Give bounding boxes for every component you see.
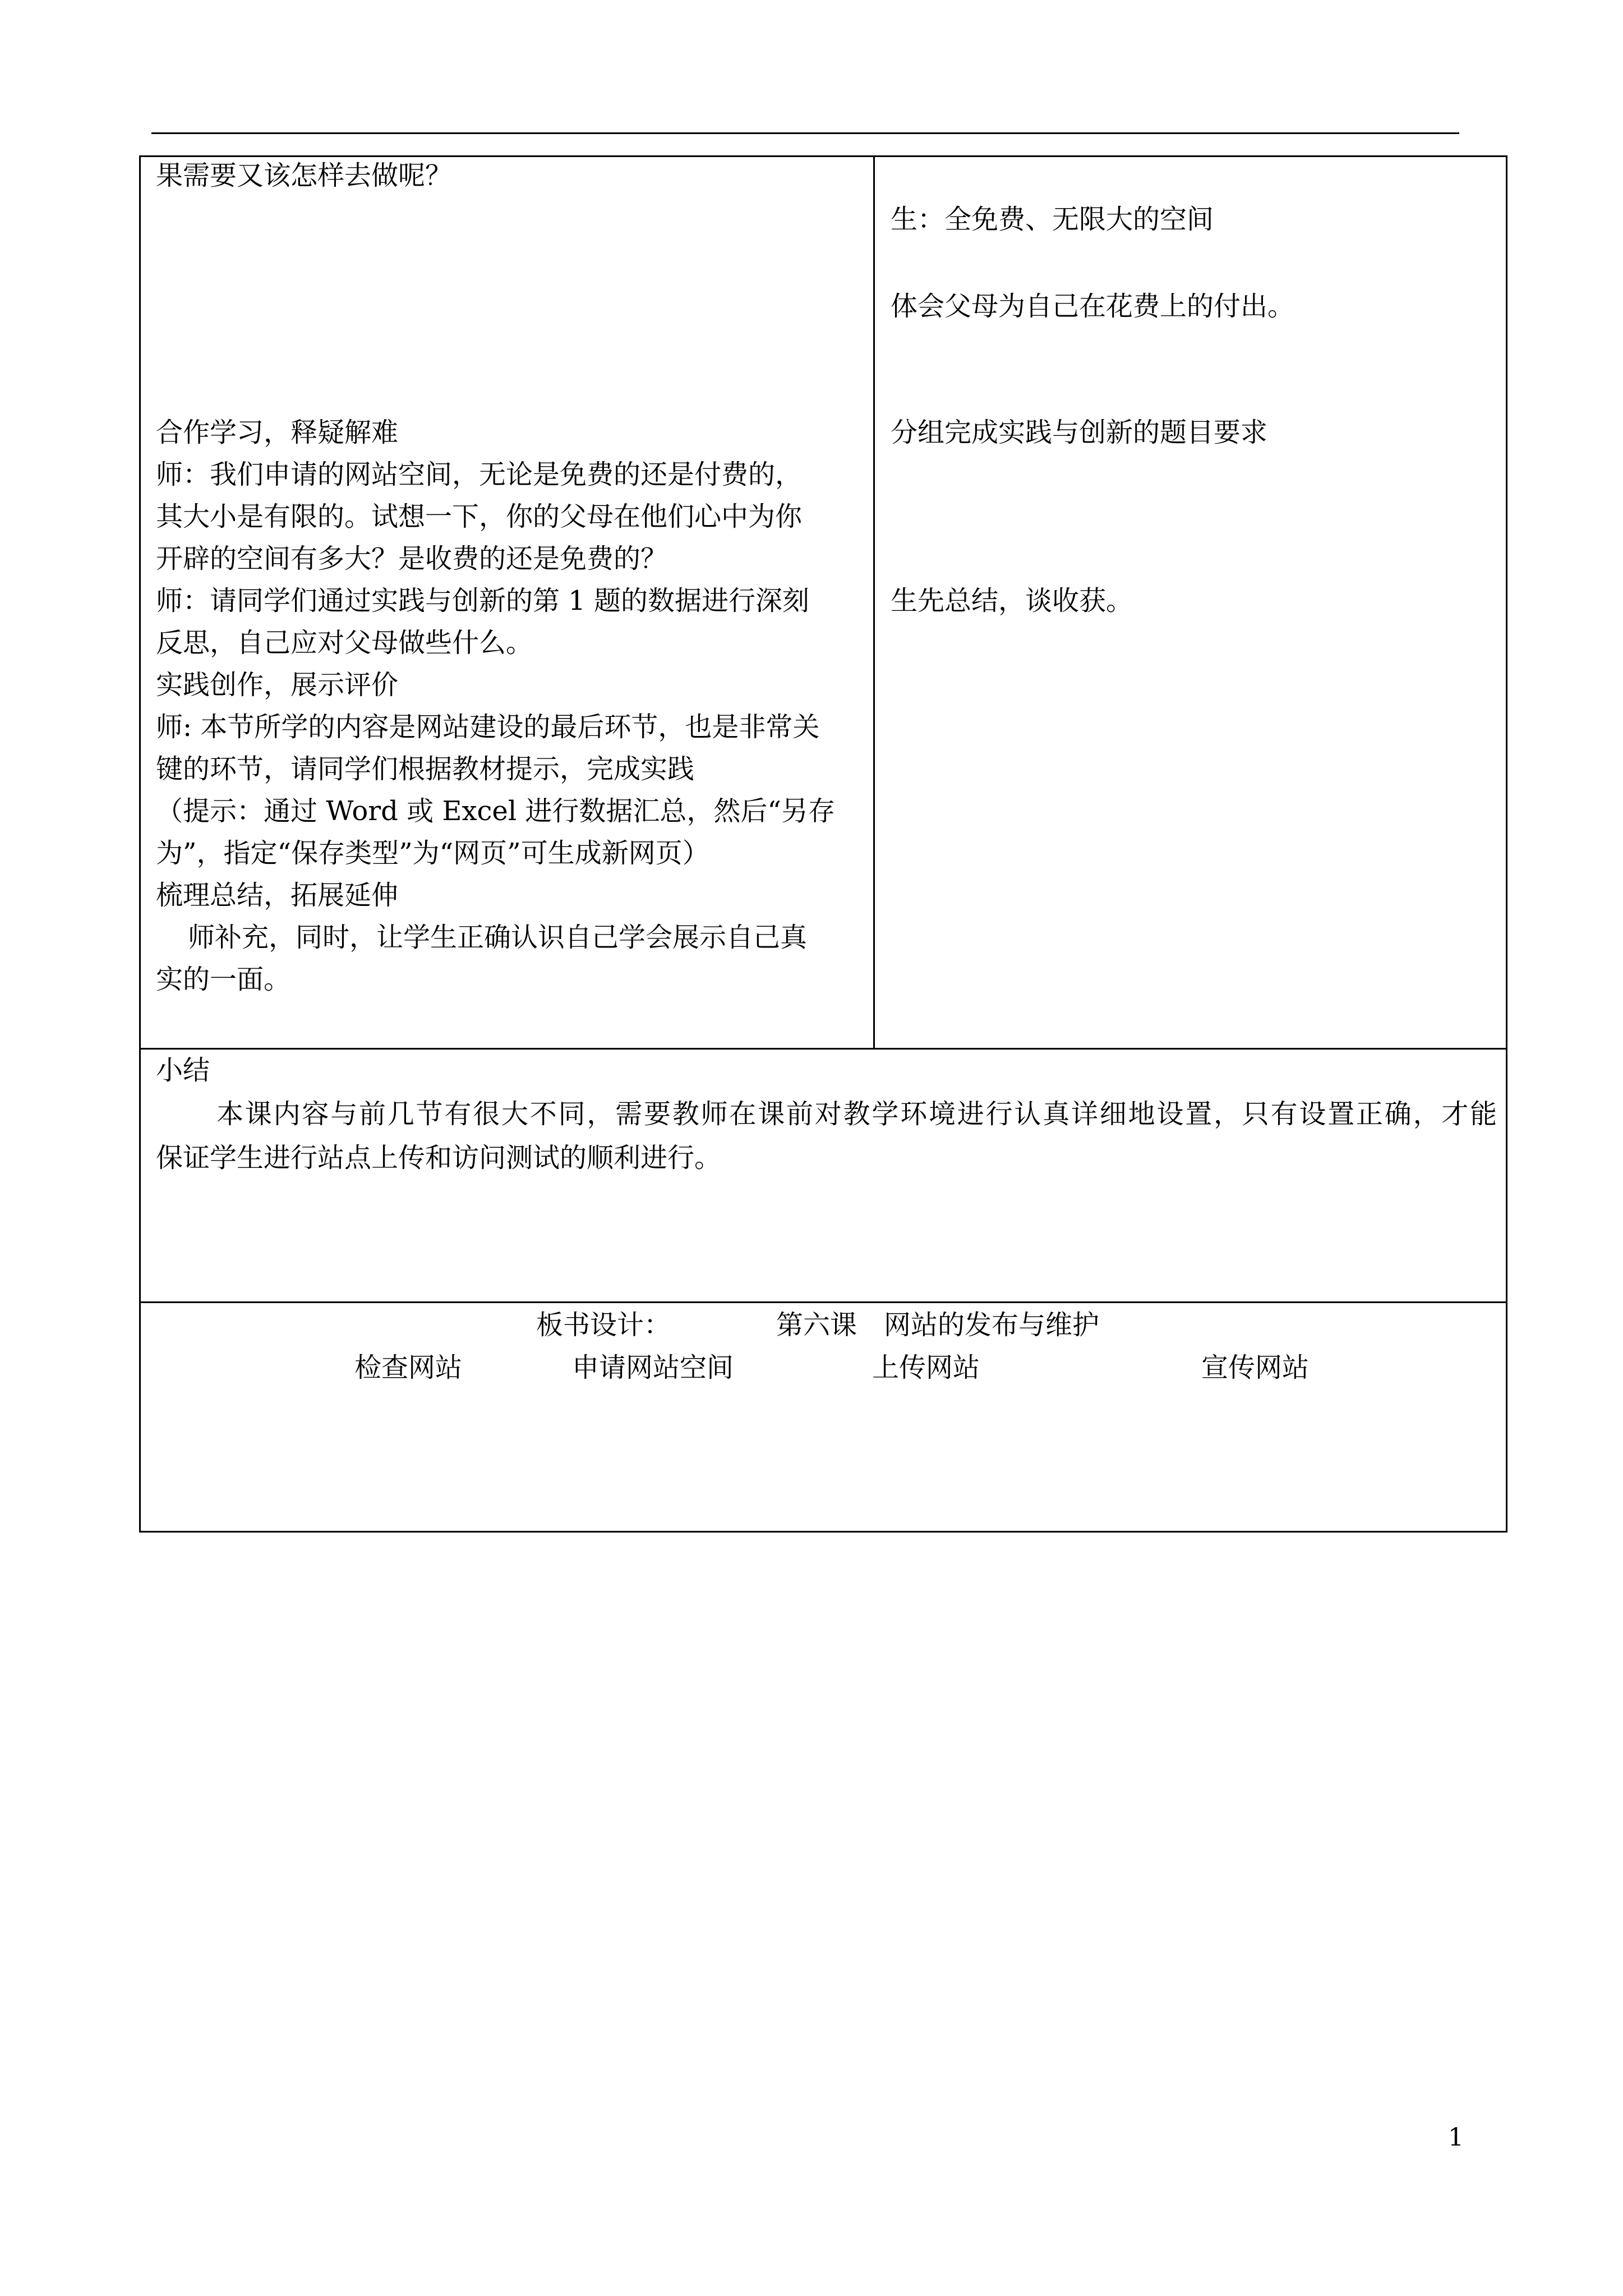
teacher-line: 梳理总结，拓展延伸: [156, 880, 399, 911]
teacher-line: 反思，自己应对父母做些什么。: [156, 627, 533, 659]
board-design-label: 板书设计：: [536, 1309, 671, 1341]
student-line: 生：全免费、无限大的空间: [891, 204, 1214, 235]
teacher-line: 其大小是有限的。试想一下，你的父母在他们心中为你: [156, 501, 803, 532]
page-number: 1: [1448, 2123, 1464, 2152]
board-item: 上传网站: [872, 1352, 980, 1383]
header-rule: [151, 132, 1459, 134]
teacher-line: 果需要又该怎样去做呢？: [156, 160, 453, 191]
teacher-line: （提示：通过 Word 或 Excel 进行数据汇总，然后“另存: [156, 795, 835, 827]
teacher-line: 师：请同学们通过实践与创新的第 1 题的数据进行深刻: [156, 585, 810, 616]
summary-text: 保证学生进行站点上传和访问测试的顺利进行。: [156, 1142, 722, 1174]
summary-heading: 小结: [156, 1055, 210, 1086]
student-line: 生先总结，谈收获。: [891, 585, 1133, 616]
summary-text: 本课内容与前几节有很大不同，需要教师在课前对教学环境进行认真详细地设置，只有设置正确，才能: [216, 1098, 1499, 1130]
teacher-line: 合作学习，释疑解难: [156, 417, 399, 448]
teacher-line: 师补充，同时，让学生正确认识自己学会展示自己真: [188, 922, 808, 953]
teacher-line: 键的环节，请同学们根据教材提示，完成实践: [156, 753, 695, 785]
row-divider-summary: [141, 1048, 1506, 1050]
teacher-line: 师: 本节所学的内容是网站建设的最后环节，也是非常关: [156, 711, 820, 743]
board-item: 检查网站: [354, 1352, 463, 1383]
column-divider: [873, 157, 875, 1048]
teacher-line: 开辟的空间有多大？是收费的还是免费的？: [156, 543, 668, 574]
row-divider-board: [141, 1301, 1506, 1303]
teacher-line: 师：我们申请的网站空间，无论是免费的还是付费的，: [156, 459, 803, 490]
board-item: 宣传网站: [1201, 1352, 1310, 1383]
teacher-line: 实践创作，展示评价: [156, 669, 399, 701]
board-item: 申请网站空间: [572, 1352, 734, 1383]
board-design-title: 第六课 网站的发布与维护: [776, 1309, 1100, 1341]
student-line: 分组完成实践与创新的题目要求: [891, 417, 1268, 448]
student-line: 体会父母为自己在花费上的付出。: [891, 291, 1295, 322]
teacher-line: 为”，指定“保存类型”为“网页”可生成新网页）: [156, 838, 709, 869]
teacher-line: 实的一面。: [156, 964, 291, 995]
